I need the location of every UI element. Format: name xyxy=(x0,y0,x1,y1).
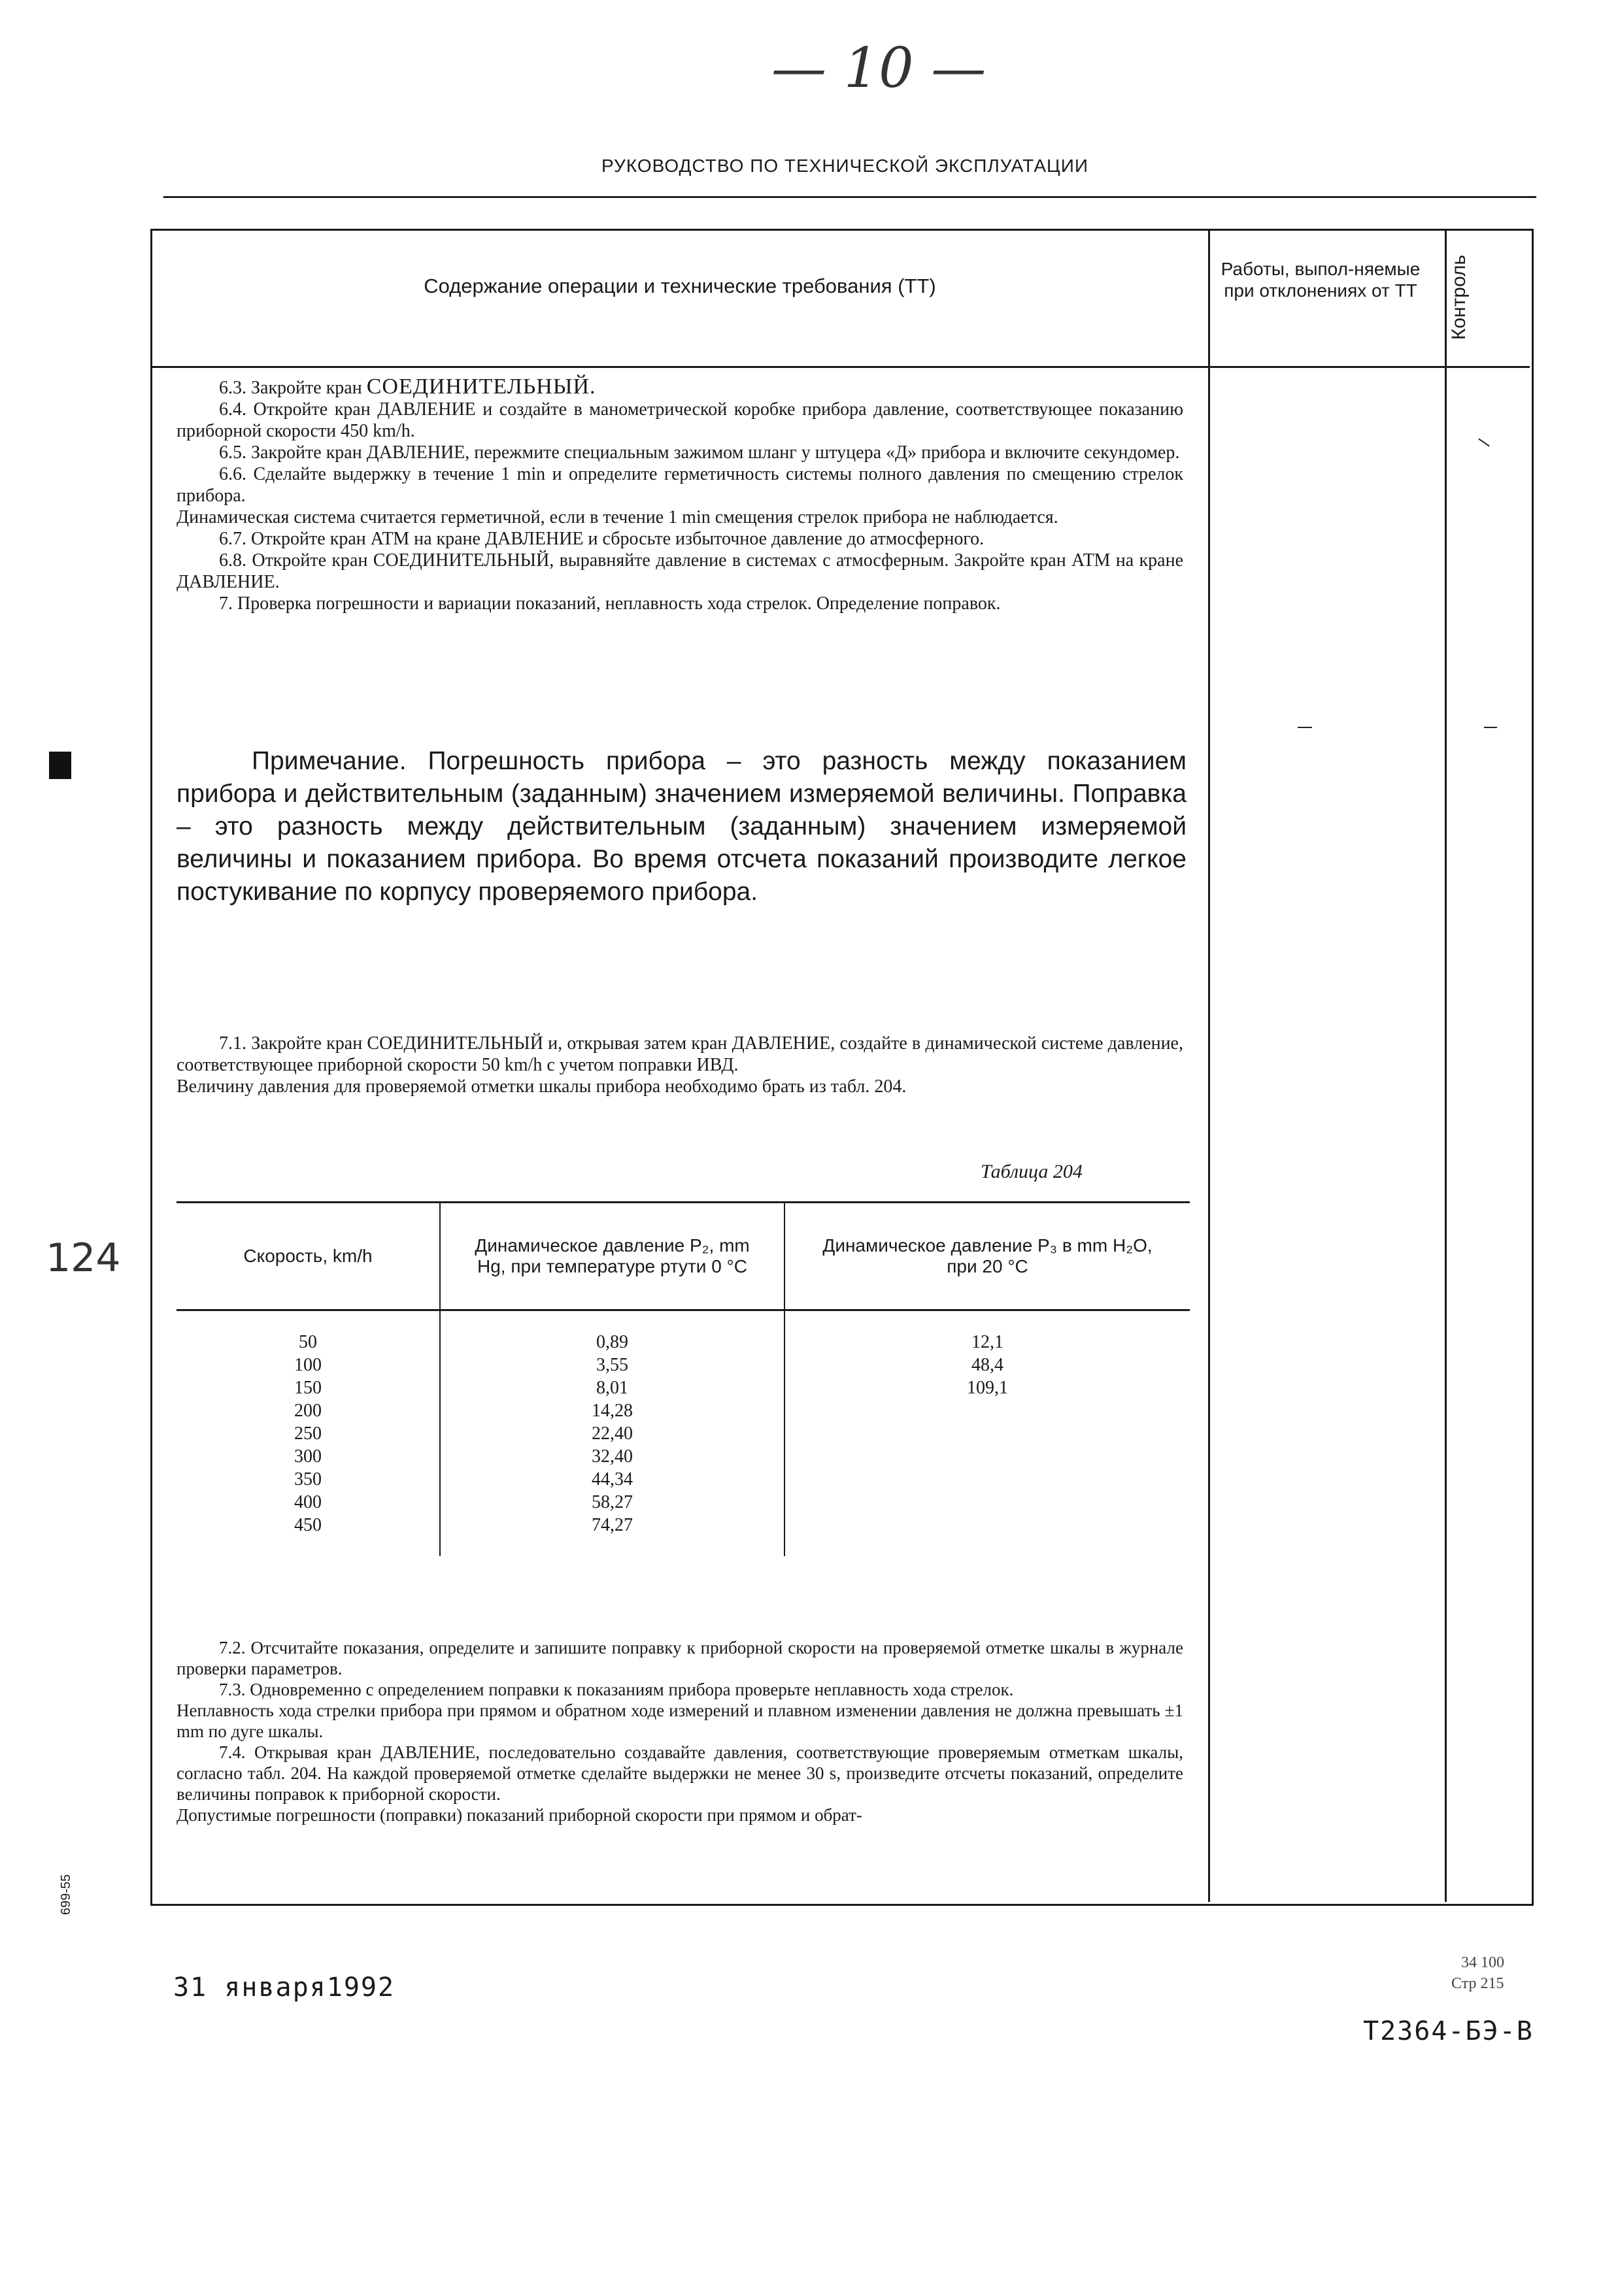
step-7: 7. Проверка погрешности и вариации показаний, неплавность хода стрелок. Определение поправок. xyxy=(219,593,1001,614)
table-spacer xyxy=(440,1537,784,1556)
cell-speed: 150 xyxy=(294,1378,322,1398)
table-spacer xyxy=(784,1537,1190,1556)
column-header-work: Работы, выпол-няемые при отклонениях от ТТ xyxy=(1221,259,1421,301)
table-row xyxy=(177,1468,1190,1491)
steps-top xyxy=(177,376,1183,614)
table-header-row xyxy=(177,1203,1190,1310)
margin-handwritten-note: 124 xyxy=(46,1235,121,1281)
step-7-3: 7.3. Одновременно с определением поправки к показаниям прибора проверьте неплавность хода стрелок. xyxy=(219,1680,1014,1699)
cell-mmh2o xyxy=(784,1399,1190,1422)
pressure-table xyxy=(177,1201,1190,1556)
cell-speed: 200 xyxy=(294,1401,322,1421)
table-spacer xyxy=(177,1310,440,1331)
cell-mmh2o xyxy=(784,1445,1190,1468)
step-6-5: 6.5. Закройте кран ДАВЛЕНИЕ, пережмите специальным зажимом шланг у штуцера «Д» прибора и включите секундомер. xyxy=(219,442,1180,463)
step-6-4: 6.4. Откройте кран ДАВЛЕНИЕ и создайте в манометрической коробке прибора давление, соответствующее показанию приборной скорости 450 km/h. xyxy=(177,399,1183,441)
table-body xyxy=(177,1310,1190,1557)
cell-mmhg: 14,28 xyxy=(440,1399,784,1422)
step-7-4-note: Допустимые погрешности (поправки) показаний приборной скорости при прямом и обрат- xyxy=(177,1805,862,1825)
table-row xyxy=(177,1331,1190,1354)
table-header-mmhg: Динамическое давление P₂, mm Hg, при температуре ртути 0 °C xyxy=(440,1203,784,1310)
cell-mmhg: 44,34 xyxy=(440,1468,784,1491)
table-row xyxy=(177,1514,1190,1537)
table-spacer xyxy=(440,1310,784,1331)
cell-mmhg: 32,40 xyxy=(440,1445,784,1468)
table-row xyxy=(177,1491,1190,1514)
cell-mmh2o xyxy=(784,1491,1190,1514)
page-ref: Стр 215 xyxy=(1451,1975,1504,1992)
table-spacer xyxy=(177,1537,440,1556)
cell-mmh2o xyxy=(784,1422,1190,1445)
table-row xyxy=(177,1445,1190,1468)
cell-mmhg: 22,40 xyxy=(440,1422,784,1445)
table-spacer xyxy=(784,1310,1190,1331)
cell-mmh2o: 48,4 xyxy=(784,1354,1190,1376)
table-204 xyxy=(177,1201,1190,1556)
cell-mmh2o: 109,1 xyxy=(784,1376,1190,1399)
note-text: Примечание. Погрешность прибора – это разность между показанием прибора и действительным (заданным) значением измеряемой величины. Поправка – это разность между действительным (заданным) значением измеряемой величины и показанием прибора. Во время отсчета показаний производите легкое постукивание по корпусу проверяемого прибора. xyxy=(177,747,1187,906)
table-row xyxy=(177,1399,1190,1422)
margin-mark xyxy=(49,752,71,779)
table-caption: Таблица 204 xyxy=(981,1161,1083,1182)
cell-speed: 450 xyxy=(294,1515,322,1535)
cell-speed: 350 xyxy=(294,1469,322,1489)
step-6-3-valve: СОЕДИНИТЕЛЬНЫЙ. xyxy=(366,374,596,399)
note-block xyxy=(177,745,1187,908)
cell-speed: 400 xyxy=(294,1492,322,1512)
table-header-speed: Скорость, km/h xyxy=(177,1203,440,1310)
document-code: Т2364-БЭ-В xyxy=(1363,2016,1534,2046)
step-6-8: 6.8. Откройте кран СОЕДИНИТЕЛЬНЫЙ, выравняйте давление в системах с атмосферным. Закройте кран АТМ на кране ДАВЛЕНИЕ. xyxy=(177,550,1183,592)
cell-mmhg: 3,55 xyxy=(440,1354,784,1376)
step-7-1: 7.1. Закройте кран СОЕДИНИТЕЛЬНЫЙ и, открывая затем кран ДАВЛЕНИЕ, создайте в динамической системе давление, соответствующее приборной скорости 50 km/h с учетом поправки ИВД. xyxy=(177,1033,1183,1075)
cell-speed: 250 xyxy=(294,1423,322,1444)
table-row xyxy=(177,1537,1190,1556)
header-divider xyxy=(163,196,1536,198)
column-header-content: Содержание операции и технические требования (ТТ) xyxy=(424,275,936,297)
step-7-1-note: Величину давления для проверяемой отметки шкалы прибора необходимо брать из табл. 204. xyxy=(177,1076,907,1097)
header-row-divider xyxy=(150,366,1530,368)
step-7-3-note: Неплавность хода стрелки прибора при прямом и обратном ходе измерений и плавном изменении давления не должна превышать ±1 mm по дуге шкалы. xyxy=(177,1701,1183,1741)
table-row xyxy=(177,1354,1190,1376)
work-mark xyxy=(1298,727,1312,728)
cell-speed: 50 xyxy=(299,1332,317,1352)
table-row xyxy=(177,1422,1190,1445)
step-7-2: 7.2. Отсчитайте показания, определите и запишите поправку к приборной скорости на проверяемой отметке шкалы в журнале проверки параметров. xyxy=(177,1638,1183,1678)
cell-mmh2o xyxy=(784,1468,1190,1491)
table-row xyxy=(177,1376,1190,1399)
step-7-4: 7.4. Открывая кран ДАВЛЕНИЕ, последовательно создавайте давления, соответствующие проверяемым отметкам шкалы, согласно табл. 204. На каждой проверяемой отметке сделайте выдержки не менее 30 s, произведите отсчеты показаний, определите величины поправок к приборной скорости. xyxy=(177,1742,1183,1804)
column-header-control: Контроль xyxy=(1448,254,1470,341)
revision-date: 31 января1992 xyxy=(173,1972,396,2003)
manual-title: РУКОВОДСТВО ПО ТЕХНИЧЕСКОЙ ЭКСПЛУАТАЦИИ xyxy=(601,156,1088,176)
step-6-6: 6.6. Сделайте выдержку в течение 1 min и определите герметичность системы полного давления по смещению стрелок прибора. xyxy=(177,464,1183,506)
cell-mmh2o: 12,1 xyxy=(784,1331,1190,1354)
section-7-1 xyxy=(177,1033,1183,1097)
cell-mmhg: 58,27 xyxy=(440,1491,784,1514)
step-6-3-text: 6.3. Закройте кран xyxy=(219,378,367,398)
chapter-ref: 34 100 xyxy=(1461,1954,1504,1971)
column-divider-work xyxy=(1208,229,1210,1902)
step-6-7: 6.7. Откройте кран АТМ на кране ДАВЛЕНИЕ и сбросьте избыточное давление до атмосферного. xyxy=(219,529,985,549)
cell-mmhg: 74,27 xyxy=(440,1514,784,1537)
cell-speed: 300 xyxy=(294,1446,322,1467)
step-6-6-note: Динамическая система считается герметичной, если в течение 1 min смещения стрелок прибора не наблюдается. xyxy=(177,507,1058,527)
column-divider-control xyxy=(1445,229,1447,1902)
step-6-3 xyxy=(177,376,1183,399)
cell-mmhg: 0,89 xyxy=(440,1331,784,1354)
cell-mmh2o xyxy=(784,1514,1190,1537)
steps-bottom xyxy=(177,1637,1183,1825)
table-header-mmh2o: Динамическое давление P₃ в mm H₂O, при 20 °C xyxy=(784,1203,1190,1310)
cell-speed: 100 xyxy=(294,1355,322,1375)
margin-code: 699-55 xyxy=(59,1874,73,1915)
control-mark xyxy=(1484,727,1497,728)
cell-mmhg: 8,01 xyxy=(440,1376,784,1399)
page-number: — 10 — xyxy=(771,36,986,100)
